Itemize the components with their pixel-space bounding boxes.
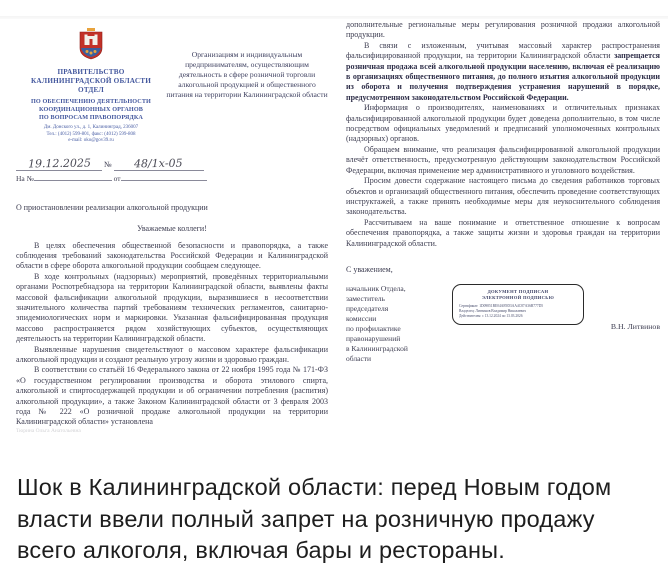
handwritten-number: 48/1х-05: [134, 156, 184, 170]
ot-label: от: [113, 173, 121, 183]
paragraph-ban: [346, 41, 660, 103]
paragraph: Выявленные нарушения свидетельствуют о массовом характере фальсификации алкогольной продукции и создают реальную угрозу жизни и здоровью граждан.: [16, 344, 328, 364]
signer-title-line: заместитель: [346, 293, 385, 303]
paragraph: Информация о производителях, наименованиях и отличительных признаках фальсифицированной алкогольной продукции будет доведена дополнительно, в том числе посредством официальных уведомлений и предписаний уполномоченных контрольных (надзорных) органов.: [346, 103, 660, 144]
stamp-certificate-line: Сертификат: 1D09851ВЕ04АЕ9D3АА4С87А36В777D5: [459, 303, 544, 308]
dept-line: ПО ОБЕСПЕЧЕНИЮ ДЕЯТЕЛЬНОСТИ: [31, 98, 151, 105]
post-caption: [0, 464, 668, 575]
executor-note: Тюрина Ольга Анатольевна: [16, 428, 81, 434]
letter-left-column: [16, 28, 328, 428]
letter-right-column: [346, 20, 660, 364]
stamp-owner-line: Владелец: Литвинов Владимир Николаевич: [459, 309, 526, 314]
letterhead-org-block: [16, 28, 166, 145]
caption-line: всего алкоголя, включая бары и рестораны.: [17, 537, 505, 563]
stamp-header-line: ДОКУМЕНТ ПОДПИСАН: [487, 288, 549, 294]
signer-title-line: в Калининградской: [346, 343, 408, 353]
caption-line: власти ввели полный запрет на розничную продажу: [17, 505, 595, 532]
na-label: На №: [16, 173, 34, 183]
paragraph-continuation: дополнительные региональные меры регулирования розничной продажи алкогольной продукции.: [346, 20, 660, 40]
date-number-line: [16, 157, 328, 171]
signer-title-line: по профилактике: [346, 323, 401, 333]
kaliningrad-coat-of-arms-icon: [78, 28, 104, 65]
ban-regular-text: В связи с изложенным, учитывая массовый характер распространения фальсифицированной продукции, на территории Калининградской области: [346, 40, 660, 61]
photo-edge-divider: [0, 16, 668, 19]
digital-signature-stamp: [452, 284, 584, 325]
recipient-block: Организациям и индивидуальным предпринимателям, осуществляющим деятельность в сфере розничной торговли алкогольной продукцией и общественного питания на территории Калининградской области: [166, 50, 328, 99]
paragraph: Просим довести содержание настоящего письма до сведения работников торговых объектов и организаций общественного питания, обеспечить проведение соответствующих инструктажей, а также принять необходимые меры для неукоснительного соблюдения законодательства.: [346, 176, 660, 217]
salutation: Уважаемые коллеги!: [137, 223, 207, 233]
dept-line: ПО ВОПРОСАМ ПРАВОПОРЯДКА: [39, 114, 143, 121]
signer-title-line: области: [346, 353, 372, 363]
address-line: Дм. Донского ул., д. 1, Калининград, 236007: [43, 125, 139, 130]
stamp-header-line: ЭЛЕКТРОННОЙ ПОДПИСЬЮ: [481, 294, 555, 300]
subject-line: О приостановлении реализации алкогольной продукции: [16, 202, 208, 212]
letterhead: [16, 28, 328, 145]
ban-bold-text: запрещается розничная продажа всей алкогольной продукции населению, включая её реализацию в организациях общественного питания, до полного изъятия алкогольной продукции из оборота и получения подтверждения устранения нарушений в порядке, предусмотренном законодательством Российской Федерации.: [346, 51, 660, 102]
signer-title-line: правонарушений: [346, 333, 401, 343]
stamp-validity-line: Действителен: с 13.12.2024 по 13.03.2026: [459, 314, 523, 319]
closing-line: С уважением,: [346, 264, 393, 274]
address-line: Тел.: (4012) 599-801, факс: (4012) 599-808: [46, 131, 136, 137]
org-line: КАЛИНИНГРАДСКОЙ ОБЛАСТИ: [30, 77, 152, 85]
paragraph: Рассчитываем на ваше понимание и ответственное отношение к вопросам обеспечения правопорядка, а также защиты жизни и здоровья граждан на территории Калининградской области.: [346, 217, 660, 248]
address-line: e-mail: oko@gov39.ru: [68, 138, 114, 143]
paragraph: В ходе контрольных (надзорных) мероприятий, проведённых территориальными органами Роспотребнадзора на территории Калининградской области, выявлены факты массовой фальсификации алкогольной продукции, выразившиеся в несоответствии значительного количества партий требованиям технических регламентов, санитарно-эпидемиологических норм и маркировки. Указанная фальсифицированная продукция массово распространяется рядом хозяйствующих субъектов, осуществляющих деятельность на территории Калининградской области.: [16, 271, 328, 344]
org-line: ОТДЕЛ: [78, 86, 104, 94]
caption-line: Шок в Калининградской области: перед Новым годом: [17, 474, 612, 500]
signer-title-line: начальник Отдела,: [346, 283, 406, 293]
signer-title-line: председателя: [346, 303, 389, 313]
number-sign: №: [104, 159, 112, 169]
handwritten-date: 19.12.2025: [27, 155, 91, 171]
signer-title-line: комиссии: [346, 313, 377, 323]
reply-to-line: [16, 172, 328, 183]
paragraph: В соответствии со статьёй 16 Федерального закона от 22 ноября 1995 года № 171-ФЗ «О государственном регулировании производства и оборота этилового спирта, алкогольной и спиртосодержащей продукции и об ограничении потребления (распития) алкогольной продукции», а также Законом Калининградской области от 3 февраля 2003 года № 222 «О розничной продаже алкогольной продукции на территории Калининградской области» установлена: [16, 365, 328, 427]
paragraph: В целях обеспечения общественной безопасности и правопорядка, а также соблюдения требований законодательства Российской Федерации и Калининградской области в сфере оборота алкогольной продукции сообщаем следующее.: [16, 240, 328, 271]
org-line: ПРАВИТЕЛЬСТВО: [57, 68, 125, 76]
dept-line: КООРДИНАЦИОННЫХ ОРГАНОВ: [39, 106, 143, 113]
signer-name: В.Н. Литвинов: [610, 321, 660, 331]
signer-title: [346, 284, 442, 364]
paragraph: Обращаем внимание, что реализация фальсифицированной алкогольной продукции влечёт ответственность, предусмотренную действующим законодательством Российской Федерации, включая применение мер административного и уголовного воздействия.: [346, 144, 660, 175]
signature-block: [346, 284, 660, 364]
